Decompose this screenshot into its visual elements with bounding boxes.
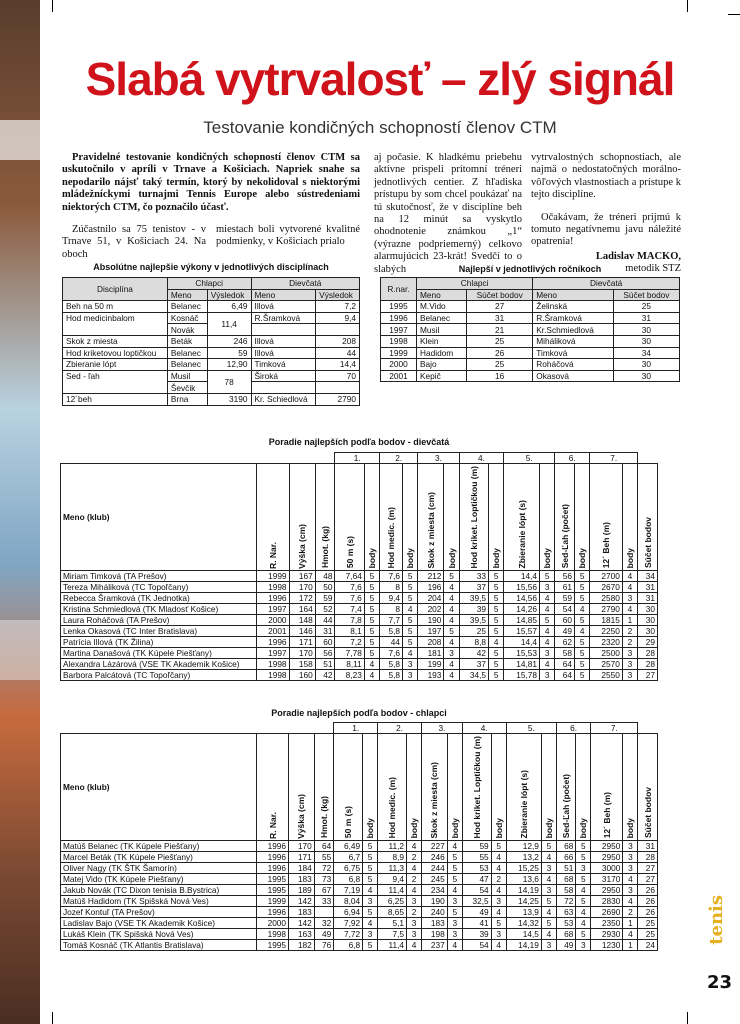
group-number: 2. bbox=[378, 723, 422, 734]
group-number: 2. bbox=[380, 453, 418, 464]
table-row: Laura Roháčová (TA Prešov) 2000 148 44 7,8 5 7,7 5 190 4 39,5 5 14,85 5 60 5 1815 1 30 bbox=[61, 615, 658, 626]
th-sucet: Súčet bodov bbox=[642, 787, 653, 839]
th-skok: Skok z miesta (cm) bbox=[429, 761, 440, 839]
tenis-logo: tenis bbox=[706, 895, 727, 945]
th-rnar: R. Nar. bbox=[267, 811, 278, 839]
table2-caption: Najlepší v jednotlivých ročníkoch bbox=[458, 264, 602, 274]
text-column-4 bbox=[531, 152, 681, 276]
table-row: Beh na 50 m Belanec 6,49 Illová 7,2 bbox=[63, 301, 360, 313]
group-number: 6. bbox=[556, 723, 590, 734]
th-body: body bbox=[543, 818, 554, 839]
table-row: Matúš Hadidom (TK Spišská Nová Ves) 1999 142 33 8,04 3 6,25 3 190 3 32,5 3 14,25 5 72 5 2830 4 26 bbox=[61, 896, 658, 907]
table-row: Barbora Palcátová (TC Topoľčany) 1998 160 42 8,23 4 5,8 3 193 4 34,5 5 15,78 3 64 5 2550 3 27 bbox=[61, 670, 658, 681]
table-row: Skok z miesta Beták 246 Illová 208 bbox=[63, 335, 360, 347]
signature-role: metodik STZ bbox=[625, 263, 681, 275]
page-number: 23 bbox=[706, 972, 732, 993]
th-body: body bbox=[409, 818, 420, 839]
th-body: body bbox=[577, 548, 588, 569]
signature-name: Ladislav MACKO, bbox=[595, 250, 681, 262]
table-row: 2001 Kepič 16 Okasová 30 bbox=[381, 370, 680, 382]
girls-caption: Poradie najlepších podľa bodov - dievčatá bbox=[268, 437, 450, 447]
table-row: Jakub Novák (TC Dixon tenisia B.Bystrica) 1995 189 67 7,19 4 11,4 4 234 4 54 4 14,19 3 58 4 2950 3 26 bbox=[61, 885, 658, 896]
th-sed: Sed-Ľah (počet) bbox=[559, 504, 570, 569]
th-year: R.nar. bbox=[381, 278, 417, 301]
th-body: body bbox=[542, 548, 553, 569]
th-hmot: Hmot. (kg) bbox=[320, 526, 331, 569]
paragraph-3: aj počasie. K hladkému priebehu aktívne prispeli prítomní tréneri jednotlivých centier. Z hľadiska prístupu by som chcel poukázať na tú skutočnosť, že v disciplíne beh na 12 minút sa vyskytlo ohodnotenie známkou „1“ (výrazne podpriemerný) celkovo alarmujúcich 23-krát! Svedčí to o slabých bbox=[374, 152, 522, 275]
th-skok: Skok z miesta (cm) bbox=[425, 491, 436, 569]
table-row: 12´beh Brna 3190 Kr. Schiedlová 2790 bbox=[63, 393, 360, 405]
th-zber: Zbieranie lópt (s) bbox=[518, 770, 529, 839]
table-row: Jozef Kontuľ (TA Prešov) 1996 183 6,94 5 8,65 2 240 5 49 4 13,9 4 63 4 2690 2 26 bbox=[61, 907, 658, 918]
th-name: Meno bbox=[251, 289, 316, 301]
paragraph-5: Očakávam, že tréneri prijmú k tomuto negatívnemu javu náležité opatrenia! bbox=[531, 211, 681, 248]
th-zber: Zbieranie lópt (s) bbox=[516, 500, 527, 569]
paragraph-4: vytrvalostných schopnostiach, ale najmä o nedostatočných morálno-vôľových vlastnostiach a prístupe k tejto disciplíne. bbox=[531, 152, 681, 201]
table-row: Ševčik bbox=[63, 382, 360, 394]
th-body: body bbox=[491, 548, 502, 569]
th-body: body bbox=[449, 818, 460, 839]
table-row: Zbieranie lópt Belanec 12,90 Timková 14,4 bbox=[63, 359, 360, 371]
group-number: 7. bbox=[590, 453, 638, 464]
th-sed: Sed-Ľah (počet) bbox=[561, 774, 572, 839]
text-column-1 bbox=[62, 152, 360, 271]
group-number: 3. bbox=[418, 453, 459, 464]
th-body: body bbox=[624, 548, 635, 569]
table-row: Tereza Miháliková (TC Topoľčany) 1998 170 50 7,6 5 8 5 196 4 37 5 15,56 3 61 5 2670 4 31 bbox=[61, 582, 658, 593]
table-row: 1998 Klein 25 Miháliková 30 bbox=[381, 335, 680, 347]
table-row: Sed - ľah Musil 78 Široká 70 bbox=[63, 370, 360, 382]
table-row: Hod kriketovou loptičkou Belanec 59 Illová 44 bbox=[63, 347, 360, 359]
group-number: 1. bbox=[334, 723, 378, 734]
table-row: Miriam Timková (TA Prešov) 1999 167 48 7,64 5 7,6 5 212 5 33 5 14,4 5 56 5 2700 4 34 bbox=[61, 571, 658, 582]
table-row: 1997 Musil 21 Kr.Schmiedlová 30 bbox=[381, 324, 680, 336]
th-name: Meno bbox=[417, 289, 467, 301]
table-row: Tomáš Kosnáč (TK Atlantis Bratislava) 1995 182 76 6,8 5 11,4 4 237 4 54 4 14,19 3 49 3 1230 1 24 bbox=[61, 940, 658, 951]
table-row: Patrícia Illová (TK Žilina) 1996 171 60 7,2 5 44 5 208 4 8,8 4 14,4 4 62 5 2320 2 29 bbox=[61, 637, 658, 648]
th-h50: 50 m (s) bbox=[344, 536, 355, 569]
th-hod: Hod medic. (m) bbox=[386, 507, 397, 569]
th-body: body bbox=[493, 818, 504, 839]
table-row: 1995 M.Vido 27 Želinská 25 bbox=[381, 301, 680, 313]
th-discipline: Disciplína bbox=[63, 278, 168, 301]
th-name-club: Meno (klub) bbox=[61, 734, 257, 841]
th-body: body bbox=[446, 548, 457, 569]
th-sucet: Súčet bodov bbox=[642, 517, 653, 569]
th-body: body bbox=[365, 818, 376, 839]
th-boys: Chlapci bbox=[167, 278, 251, 290]
th-sum: Súčet bodov bbox=[467, 289, 533, 301]
article-title: Slabá vytrvalosť – zlý signál bbox=[85, 53, 675, 105]
table-row: Lukáš Klein (TK Spišská Nová Ves) 1998 163 49 7,72 3 7,5 3 198 3 39 3 14,5 4 68 5 2930 4 25 bbox=[61, 929, 658, 940]
table1-caption: Absolútne najlepšie výkony v jednotlivých disciplínach bbox=[93, 262, 329, 272]
th-hod: Hod medic. (m) bbox=[387, 777, 398, 839]
th-beh: 12´ Beh (m) bbox=[601, 792, 612, 839]
table-row: 2000 Bajo 25 Roháčová 30 bbox=[381, 359, 680, 371]
th-body: body bbox=[366, 548, 377, 569]
table-row: Rebecca Šramková (TK Jednotka) 1996 172 59 7,6 5 9,4 5 204 4 39,5 5 14,56 4 59 5 2580 3 31 bbox=[61, 593, 658, 604]
th-h50: 50 m (s) bbox=[343, 806, 354, 839]
boys-caption: Poradie najlepších podľa bodov - chlapci bbox=[271, 708, 447, 718]
best-by-year-table bbox=[380, 277, 680, 382]
girls-ranking-table bbox=[60, 452, 658, 681]
th-vyska: Výška (cm) bbox=[296, 793, 307, 839]
group-number: 6. bbox=[555, 453, 590, 464]
article-subtitle: Testovanie kondičných schopností členov CTM bbox=[203, 118, 557, 137]
group-number: 3. bbox=[422, 723, 463, 734]
lead-paragraph: Pravidelné testovanie kondičných schopností členov CTM sa uskutočnilo v apríli v Trnave a Košiciach. Napriek snahe sa nepodarilo nájsť taký termín, ktorý by nekolidoval s niektorými mládežníckymi turnajmi Tennis Europe alebo sústredeniami niektorých CTM, čo poznačilo účasť. bbox=[62, 152, 360, 213]
th-vyska: Výška (cm) bbox=[297, 523, 308, 569]
paragraph-2: miestach boli vytvorené kvalitné podmienky, v Košiciach prialo bbox=[216, 224, 360, 248]
table-row: Alexandra Lázárová (VSE TK Akademik Košice) 1998 158 51 8,11 4 5,8 3 199 4 37 5 14,81 4 64 5 2570 3 28 bbox=[61, 659, 658, 670]
th-body: body bbox=[578, 818, 589, 839]
th-hmot: Hmot. (kg) bbox=[319, 796, 329, 839]
table-row: Novák bbox=[63, 324, 360, 336]
th-sum: Súčet bodov bbox=[613, 289, 679, 301]
table-row: 1999 Hadidom 26 Timková 34 bbox=[381, 347, 680, 359]
table-row: Hod medicinbalom Kosnáč 11,4 R.Šramková 9,4 bbox=[63, 312, 360, 324]
group-number: 7. bbox=[591, 723, 638, 734]
th-girls: Dievčatá bbox=[533, 278, 680, 290]
th-girls: Dievčatá bbox=[251, 278, 359, 290]
th-body: body bbox=[405, 548, 416, 569]
table-row: Marcel Beták (TK Kúpele Piešťany) 1996 171 55 6,7 5 8,9 2 246 5 55 4 13,2 4 66 5 2950 3 28 bbox=[61, 852, 658, 863]
group-number: 4. bbox=[459, 453, 504, 464]
th-rnar: R. Nar. bbox=[267, 541, 278, 569]
boys-ranking-table bbox=[60, 722, 658, 951]
decorative-photo-strip bbox=[0, 0, 40, 1024]
table-row: 1996 Belanec 31 R.Šramková 31 bbox=[381, 312, 680, 324]
th-body: body bbox=[625, 818, 636, 839]
group-number: 1. bbox=[335, 453, 380, 464]
group-number: 4. bbox=[462, 723, 506, 734]
best-results-table bbox=[62, 277, 360, 406]
th-name-club: Meno (klub) bbox=[61, 464, 257, 571]
table-row: Lenka Okasová (TC Inter Bratislava) 2001 146 31 8,1 5 5,8 5 197 5 25 5 15,57 4 49 4 2250 2 30 bbox=[61, 626, 658, 637]
table-row: Matúš Belanec (TK Kúpele Piešťany) 1996 170 64 6,49 5 11,2 4 227 4 59 5 12,9 5 68 5 2950 3 31 bbox=[61, 841, 658, 852]
table-row: Matej Vido (TK Kúpele Piešťany) 1995 183 73 6,8 5 9,4 2 245 5 47 2 13,6 4 68 5 3170 4 27 bbox=[61, 874, 658, 885]
th-boys: Chlapci bbox=[417, 278, 533, 290]
table-row: Ladislav Bajo (VSE TK Akademik Košice) 2000 142 32 7,92 4 5,1 3 183 3 41 5 14,32 5 53 4 2350 1 25 bbox=[61, 918, 658, 929]
table-row: Martina Današová (TK Kúpele Piešťany) 1997 170 56 7,78 5 7,6 4 181 3 42 5 15,53 3 58 5 2500 3 28 bbox=[61, 648, 658, 659]
paragraph-1: Zúčastnilo sa 75 tenistov - v Trnave 51, v Košiciach 24. Na oboch bbox=[62, 224, 206, 260]
table-row: Kristina Schmiedlová (TK Mladosť Košice) 1997 164 52 7,4 5 8 4 202 4 39 5 14,26 4 54 4 2790 4 30 bbox=[61, 604, 658, 615]
th-kriket: Hod kriket. Loptičkou (m) bbox=[471, 736, 482, 839]
th-kriket: Hod kriket. Loptičkou (m) bbox=[468, 466, 479, 569]
th-name: Meno bbox=[167, 289, 207, 301]
th-name: Meno bbox=[533, 289, 614, 301]
th-result: Výsledok bbox=[207, 289, 251, 301]
table-row: Oliver Nagy (TK ŠTK Šamorín) 1996 184 72 6,75 5 11,3 4 244 5 53 4 15,25 3 51 3 3000 3 27 bbox=[61, 863, 658, 874]
th-result: Výsledok bbox=[316, 289, 360, 301]
group-number: 5. bbox=[504, 453, 555, 464]
group-number: 5. bbox=[506, 723, 556, 734]
th-beh: 12´ Beh (m) bbox=[601, 522, 612, 569]
